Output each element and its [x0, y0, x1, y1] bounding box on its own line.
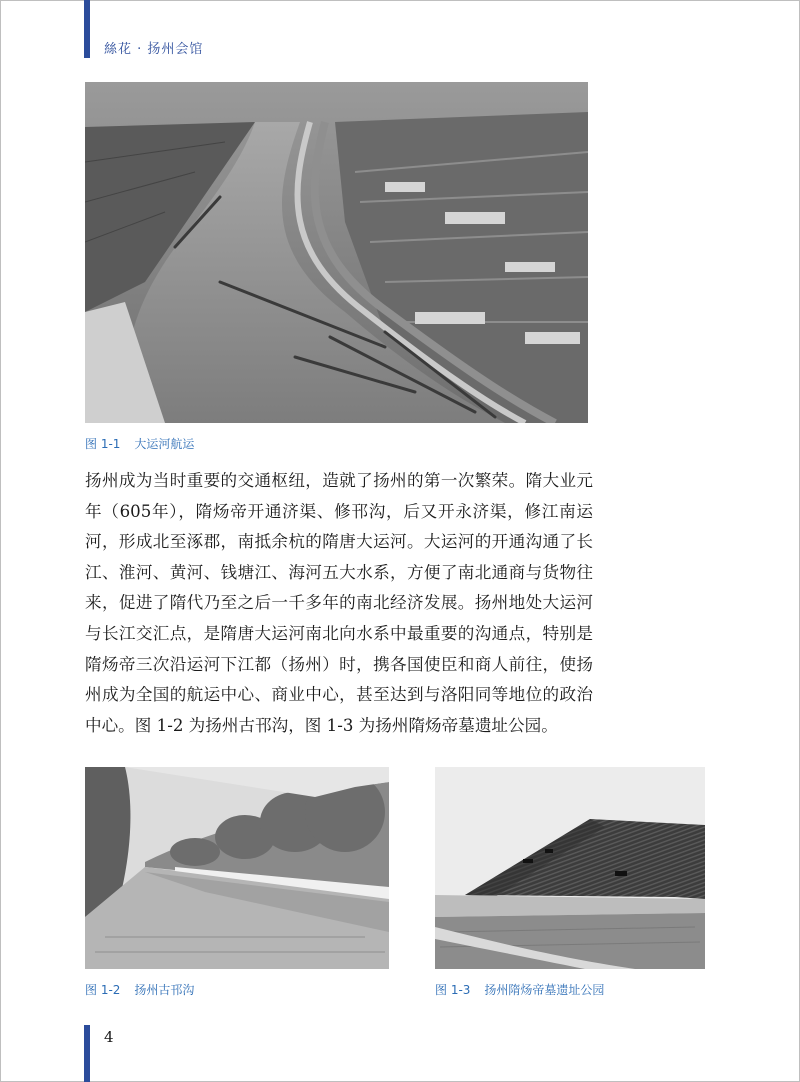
- figure-1-2-photo: [85, 767, 389, 969]
- body-line: 年（605年），隋炀帝开通济渠、修邗沟，后又开永济渠，修江南运: [85, 501, 593, 521]
- body-line: 江、淮河、黄河、钱塘江、海河五大水系，方便了南北通商与货物往: [85, 562, 593, 582]
- body-line: 隋炀帝三次沿运河下江都（扬州）时，携各国使臣和商人前往，使扬: [85, 654, 593, 674]
- figure-1-2-caption: [85, 981, 194, 998]
- figure-label: 图 1-3: [435, 983, 471, 997]
- body-line: 河，形成北至涿郡，南抵余杭的隋唐大运河。大运河的开通沟通了长: [85, 532, 593, 552]
- figure-title: 扬州隋炀帝墓遗址公园: [484, 983, 605, 997]
- figure-1-3-caption: [435, 981, 604, 998]
- body-line: 州成为全国的航运中心、商业中心，甚至达到与洛阳同等地位的政治: [85, 685, 593, 705]
- figure-label: 图 1-2: [85, 983, 121, 997]
- figure-title: 扬州古邗沟: [134, 983, 195, 997]
- figure-1-1-caption: [85, 435, 194, 452]
- figure-title: 大运河航运: [134, 437, 195, 451]
- footer-accent-bar: [84, 1025, 90, 1082]
- body-line: 扬州成为当时重要的交通枢纽，造就了扬州的第一次繁荣。隋大业元: [85, 471, 593, 490]
- body-line: 中心。图 1-2 为扬州古邗沟，图 1-3 为扬州隋炀帝墓遗址公园。: [85, 715, 558, 735]
- running-head: 絲花 · 扬州会馆: [104, 42, 204, 57]
- figure-1-1-photo: [85, 82, 588, 423]
- figure-label: 图 1-1: [85, 437, 121, 451]
- body-line: 与长江交汇点，是隋唐大运河南北向水系中最重要的沟通点，特别是: [85, 623, 593, 643]
- page-number: 4: [104, 1028, 114, 1046]
- figure-1-3-photo: [435, 767, 705, 969]
- body-paragraph: [85, 466, 593, 741]
- body-line: 来，促进了隋代乃至之后一千多年的南北经济发展。扬州地处大运河: [85, 593, 593, 613]
- header-accent-bar: [84, 0, 90, 58]
